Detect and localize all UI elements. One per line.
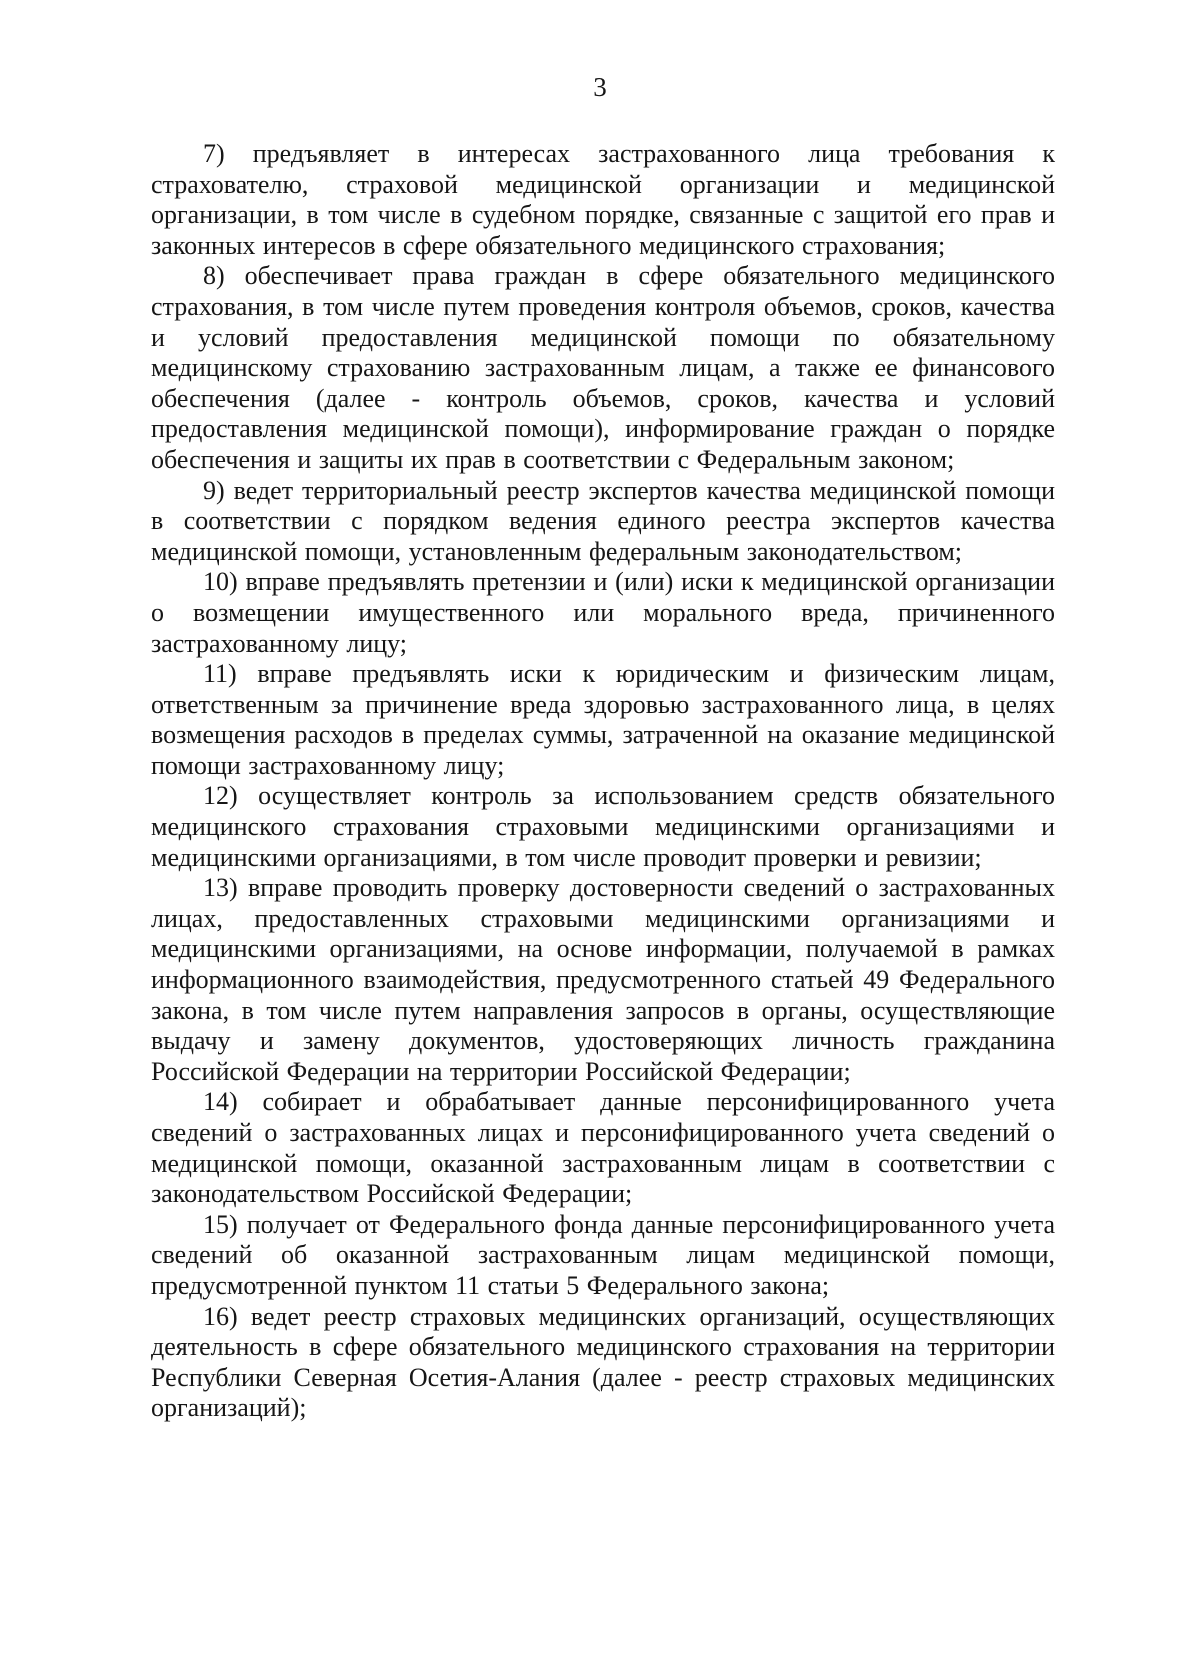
paragraph-item-7: 7) предъявляет в интересах застрахованного лица требования к страхователю, страховой медицинской организации и медицинской организации, в том числе в судебном порядке, связанные с защитой его прав и законных интересов в сфере обязательного медицинского страхования; — [151, 139, 1055, 260]
paragraph-item-9: 9) ведет территориальный реестр экспертов качества медицинской помощи в соответствии с порядком ведения единого реестра экспертов качества медицинской помощи, установленным федеральным законодательством; — [151, 475, 1055, 566]
paragraph-item-16: 16) ведет реестр страховых медицинских организаций, осуществляющих деятельность в сфере обязательного медицинского страхования на территории Республики Северная Осетия-Алания (далее - реестр страховых медицинских организаций); — [151, 1301, 1055, 1423]
page-number: 3 — [593, 72, 607, 102]
paragraph-item-14: 14) собирает и обрабатывает данные персонифицированного учета сведений о застрахованных лицах и персонифицированного учета сведений о медицинской помощи, оказанной застрахованным лицам в соответствии с законодательством Российской Федерации; — [151, 1087, 1055, 1209]
paragraph-item-15: 15) получает от Федерального фонда данные персонифицированного учета сведений об оказанной застрахованным лицам медицинской помощи, предусмотренной пунктом 11 статьи 5 Федерального закона; — [151, 1209, 1055, 1300]
paragraph-item-13: 13) вправе проводить проверку достоверности сведений о застрахованных лицах, предоставленных страховыми медицинскими организациями и медицинскими организациями, на основе информации, получаемой в рамках информационного взаимодействия, предусмотренного статьей 49 Федерального закона, в том числе путем направления запросов в органы, осуществляющие выдачу и замену документов, удостоверяющих личность гражданина Российской Федерации на территории Российской Федерации; — [151, 873, 1055, 1086]
paragraph-item-11: 11) вправе предъявлять иски к юридическим и физическим лицам, ответственным за причинение вреда здоровью застрахованного лица, в целях возмещения расходов в пределах суммы, затраченной на оказание медицинской помощи застрахованному лицу; — [151, 659, 1055, 780]
paragraph-item-8: 8) обеспечивает права граждан в сфере обязательного медицинского страхования, в том числе путем проведения контроля объемов, сроков, качества и условий предоставления медицинской помощи по обязательному медицинскому страхованию застрахованным лицам, а также ее финансового обеспечения (далее - контроль объемов, сроков, качества и условий предоставления медицинской помощи), информирование граждан о порядке обеспечения и защиты их прав в соответствии с Федеральным законом; — [151, 261, 1055, 474]
paragraph-item-12: 12) осуществляет контроль за использованием средств обязательного медицинского страхования страховыми медицинскими организациями и медицинскими организациями, в том числе проводит проверки и ревизии; — [151, 781, 1055, 872]
paragraph-item-10: 10) вправе предъявлять претензии и (или) иски к медицинской организации о возмещении имущественного или морального вреда, причиненного застрахованному лицу; — [151, 567, 1055, 658]
document-body — [151, 139, 1055, 1424]
